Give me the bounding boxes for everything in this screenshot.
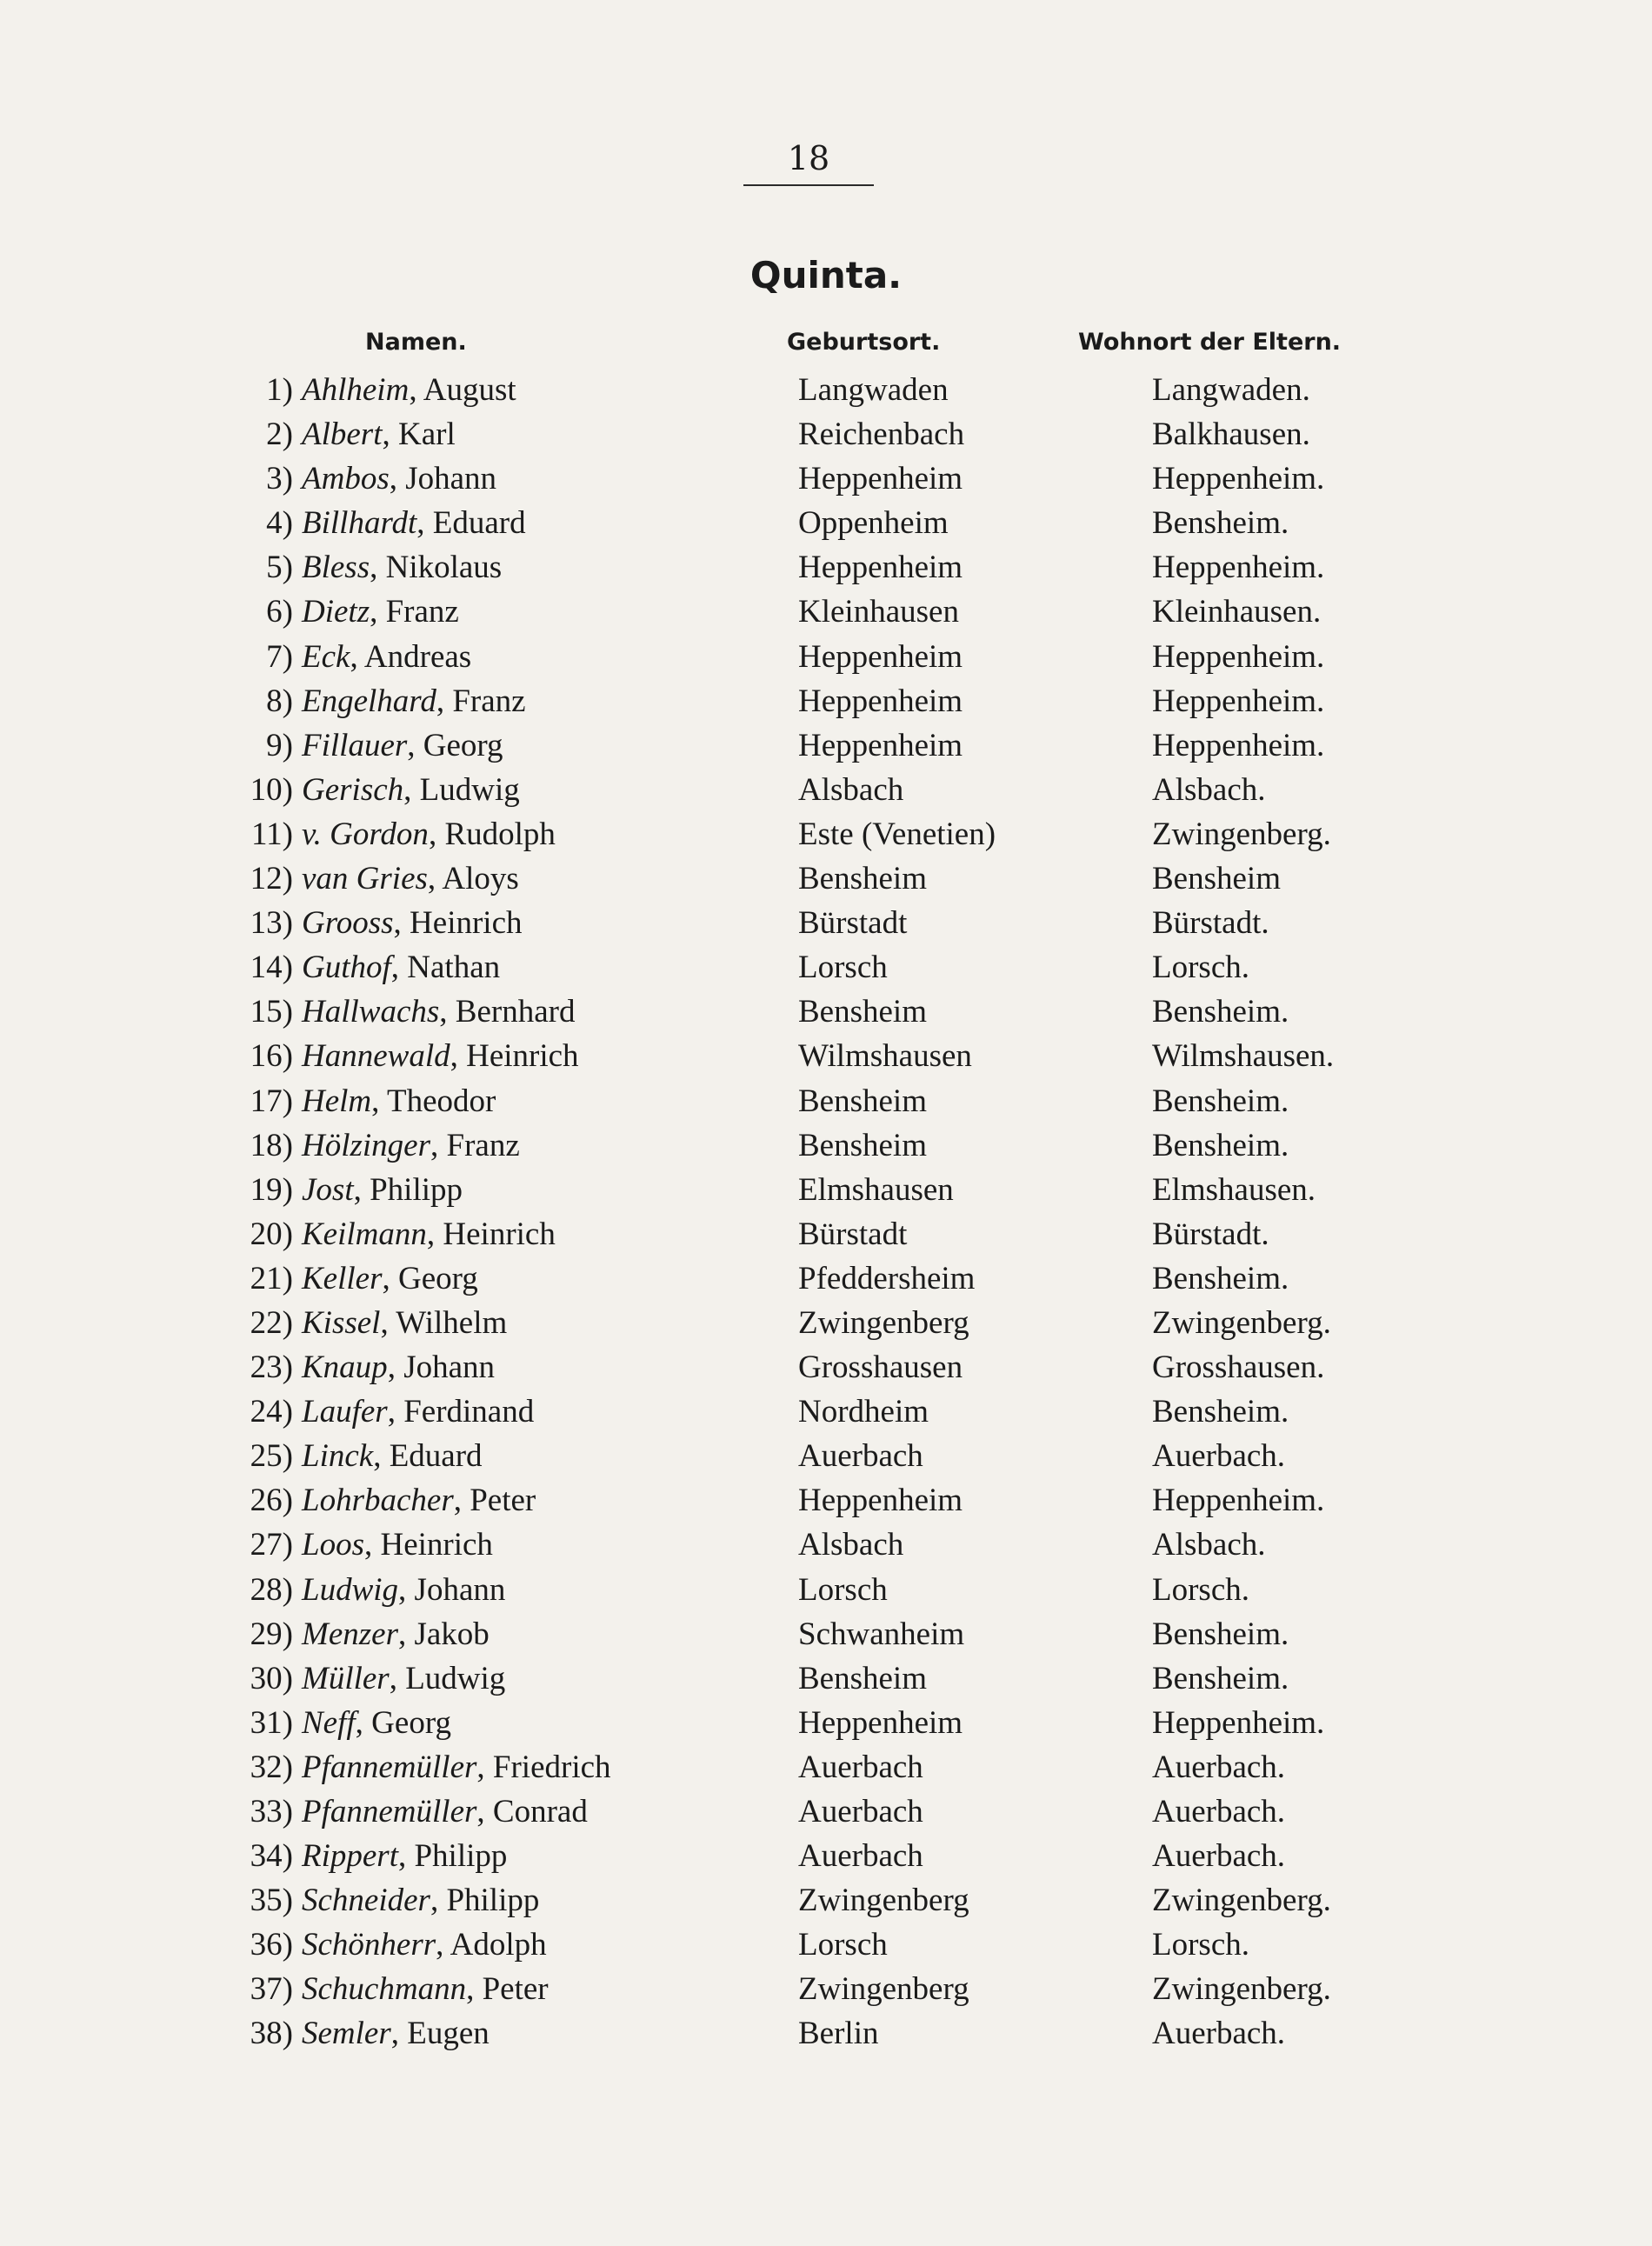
student-parents-residence: Zwingenberg. (1152, 1971, 1331, 2008)
student-given-name: , Bernhard (439, 994, 576, 1030)
student-surname: Guthof (302, 950, 391, 986)
student-number: 33) (250, 1794, 293, 1829)
student-parents-residence: Heppenheim. (1152, 638, 1325, 675)
student-birthplace: Auerbach (798, 1794, 923, 1829)
student-surname: Loos (302, 1527, 364, 1563)
page-number: 18 (787, 139, 830, 177)
student-birthplace: Zwingenberg (798, 1304, 969, 1341)
column-header-birthplace: Geburtsort. (787, 329, 941, 356)
student-birthplace: Schwanheim (798, 1616, 965, 1652)
student-given-name: , Heinrich (363, 1527, 493, 1563)
student-row (0, 1168, 1652, 1212)
student-number: 30) (250, 1660, 293, 1696)
student-given-name: , Philipp (397, 1838, 508, 1875)
student-given-name: , Georg (407, 727, 503, 763)
student-number: 25) (250, 1438, 293, 1475)
student-number: 24) (250, 1394, 293, 1430)
student-birthplace: Wilmshausen (798, 1038, 972, 1075)
student-given-name: , Franz (436, 683, 526, 719)
student-surname: Schönherr (302, 1927, 436, 1963)
student-name (302, 1923, 547, 1967)
student-parents-residence: Auerbach. (1152, 1749, 1286, 1785)
student-birthplace: Este (Venetien) (798, 816, 996, 852)
student-number: 6) (266, 594, 293, 630)
student-number: 31) (250, 1704, 293, 1741)
student-birthplace: Heppenheim (798, 1704, 963, 1741)
student-given-name: , Jakob (397, 1616, 490, 1652)
student-parents-residence: Bensheim. (1152, 994, 1289, 1030)
student-birthplace: Bensheim (798, 994, 927, 1030)
student-surname: Kissel (302, 1304, 381, 1341)
student-surname: Keller (302, 1260, 383, 1296)
student-parents-residence: Balkhausen. (1152, 417, 1310, 453)
student-number: 1) (266, 372, 293, 408)
student-row (0, 1878, 1652, 1923)
student-surname: Albert (302, 417, 383, 453)
student-birthplace: Zwingenberg (798, 1883, 969, 1919)
student-given-name: , August (409, 372, 516, 408)
student-row (0, 1123, 1652, 1168)
student-given-name: , Georg (382, 1260, 478, 1296)
student-number: 13) (250, 905, 293, 942)
student-given-name: , Nikolaus (370, 550, 503, 586)
student-parents-residence: Bensheim. (1152, 505, 1289, 542)
student-row (0, 2011, 1652, 2056)
student-row (0, 368, 1652, 412)
student-row (0, 501, 1652, 545)
student-parents-residence: Auerbach. (1152, 1838, 1286, 1875)
student-name (302, 1523, 493, 1567)
student-name (302, 1878, 539, 1923)
student-given-name: , Franz (370, 594, 459, 630)
student-list (0, 368, 1652, 2056)
student-number: 22) (250, 1304, 293, 1341)
student-name (302, 723, 503, 768)
student-given-name: , Johann (387, 1350, 496, 1386)
student-surname: Ambos (302, 461, 390, 497)
column-header-name: Namen. (365, 329, 467, 356)
student-surname: Pfannemüller (302, 1749, 477, 1785)
student-name (302, 1656, 505, 1701)
student-surname: Laufer (302, 1394, 388, 1430)
student-parents-residence: Wilmshausen. (1152, 1038, 1335, 1075)
student-birthplace: Lorsch (798, 1571, 888, 1608)
student-birthplace: Heppenheim (798, 461, 963, 497)
student-name (302, 1701, 451, 1745)
student-birthplace: Reichenbach (798, 417, 965, 453)
student-name (302, 1478, 536, 1523)
student-birthplace: Langwaden (798, 372, 949, 408)
student-name (302, 945, 500, 990)
column-header-residence: Wohnort der Eltern. (1078, 329, 1342, 356)
student-number: 7) (266, 638, 293, 675)
student-row (0, 1034, 1652, 1078)
student-birthplace: Zwingenberg (798, 1971, 969, 2008)
student-surname: Neff (302, 1704, 356, 1741)
student-given-name: , Andreas (350, 638, 472, 675)
student-birthplace: Auerbach (798, 1838, 923, 1875)
student-surname: Schneider (302, 1883, 430, 1919)
student-name (302, 1789, 588, 1834)
student-row (0, 901, 1652, 945)
student-given-name: , Johann (389, 461, 497, 497)
student-birthplace: Alsbach (798, 771, 904, 808)
student-number: 23) (250, 1350, 293, 1386)
student-given-name: , Franz (430, 1127, 520, 1163)
student-number: 32) (250, 1749, 293, 1785)
student-given-name: , Ludwig (403, 771, 520, 808)
student-parents-residence: Grosshausen. (1152, 1350, 1325, 1386)
student-row (0, 1612, 1652, 1656)
student-number: 19) (250, 1171, 293, 1208)
student-name (302, 635, 471, 679)
student-number: 17) (250, 1083, 293, 1119)
student-parents-residence: Zwingenberg. (1152, 816, 1331, 852)
student-row (0, 1656, 1652, 1701)
student-birthplace: Bensheim (798, 1083, 927, 1119)
student-surname: Fillauer (302, 727, 408, 763)
student-given-name: , Eduard (416, 505, 526, 542)
student-number: 21) (250, 1260, 293, 1296)
section-title: Quinta. (749, 254, 903, 297)
student-name (302, 1079, 496, 1123)
student-birthplace: Heppenheim (798, 1483, 963, 1519)
student-name (302, 1967, 549, 2011)
student-row (0, 990, 1652, 1034)
student-row (0, 1701, 1652, 1745)
student-birthplace: Grosshausen (798, 1350, 963, 1386)
student-parents-residence: Heppenheim. (1152, 683, 1325, 719)
student-number: 34) (250, 1838, 293, 1875)
student-number: 5) (266, 550, 293, 586)
student-surname: Ahlheim (302, 372, 410, 408)
student-surname: Engelhard (302, 683, 436, 719)
student-parents-residence: Kleinhausen. (1152, 594, 1322, 630)
student-row (0, 590, 1652, 634)
student-name (302, 545, 502, 590)
student-given-name: , Eduard (373, 1438, 483, 1475)
student-birthplace: Berlin (798, 2016, 879, 2052)
student-given-name: , Nathan (390, 950, 501, 986)
student-surname: Eck (302, 638, 350, 675)
student-birthplace: Bürstadt (798, 1216, 908, 1252)
student-number: 27) (250, 1527, 293, 1563)
student-row (0, 1256, 1652, 1301)
student-surname: Semler (302, 2016, 391, 2052)
student-number: 14) (250, 950, 293, 986)
student-given-name: , Peter (453, 1483, 536, 1519)
student-birthplace: Bensheim (798, 1660, 927, 1696)
student-given-name: , Johann (398, 1571, 506, 1608)
student-parents-residence: Bensheim. (1152, 1394, 1289, 1430)
student-name (302, 590, 459, 634)
student-row (0, 1745, 1652, 1789)
student-surname: van Gries (302, 861, 428, 897)
student-row (0, 812, 1652, 856)
student-given-name: , Philipp (430, 1883, 540, 1919)
student-parents-residence: Heppenheim. (1152, 1483, 1325, 1519)
student-name (302, 1345, 495, 1390)
student-given-name: , Philipp (353, 1171, 463, 1208)
student-given-name: , Rudolph (428, 816, 556, 852)
student-number: 35) (250, 1883, 293, 1919)
student-name (302, 990, 575, 1034)
student-row (0, 1967, 1652, 2011)
student-name (302, 1168, 463, 1212)
student-given-name: , Heinrich (426, 1216, 556, 1252)
student-row (0, 1345, 1652, 1390)
student-surname: Lohrbacher (302, 1483, 454, 1519)
student-parents-residence: Auerbach. (1152, 2016, 1286, 2052)
student-name (302, 679, 526, 723)
student-name (302, 368, 516, 412)
student-given-name: , Aloys (427, 861, 519, 897)
student-row (0, 1212, 1652, 1256)
student-name (302, 901, 523, 945)
student-number: 9) (266, 727, 293, 763)
student-birthplace: Heppenheim (798, 550, 963, 586)
student-birthplace: Alsbach (798, 1527, 904, 1563)
student-number: 2) (266, 417, 293, 453)
student-birthplace: Heppenheim (798, 727, 963, 763)
student-name (302, 1212, 556, 1256)
student-parents-residence: Bürstadt. (1152, 905, 1269, 942)
student-number: 18) (250, 1127, 293, 1163)
student-birthplace: Heppenheim (798, 638, 963, 675)
student-number: 26) (250, 1483, 293, 1519)
student-given-name: , Ludwig (389, 1660, 506, 1696)
student-parents-residence: Bensheim (1152, 861, 1281, 897)
student-number: 20) (250, 1216, 293, 1252)
student-number: 11) (251, 816, 293, 852)
student-birthplace: Bensheim (798, 1127, 927, 1163)
student-parents-residence: Bürstadt. (1152, 1216, 1269, 1252)
student-birthplace: Lorsch (798, 1927, 888, 1963)
student-row (0, 1923, 1652, 1967)
student-birthplace: Nordheim (798, 1394, 929, 1430)
student-row (0, 679, 1652, 723)
student-surname: Keilmann (302, 1216, 427, 1252)
student-row (0, 1523, 1652, 1567)
student-number: 8) (266, 683, 293, 719)
student-name (302, 1123, 520, 1168)
student-surname: Müller (302, 1660, 390, 1696)
student-row (0, 1434, 1652, 1478)
student-surname: Ludwig (302, 1571, 399, 1608)
student-number: 28) (250, 1571, 293, 1608)
student-row (0, 1079, 1652, 1123)
student-parents-residence: Alsbach. (1152, 1527, 1266, 1563)
student-surname: Knaup (302, 1350, 388, 1386)
student-surname: Pfannemüller (302, 1794, 477, 1829)
student-birthplace: Oppenheim (798, 505, 949, 542)
student-parents-residence: Lorsch. (1152, 1571, 1249, 1608)
student-name (302, 1390, 534, 1434)
student-surname: Helm (302, 1083, 372, 1119)
student-name (302, 501, 526, 545)
student-name (302, 1301, 507, 1345)
student-birthplace: Heppenheim (798, 683, 963, 719)
student-birthplace: Auerbach (798, 1438, 923, 1475)
student-row (0, 1478, 1652, 1523)
student-number: 38) (250, 2016, 293, 2052)
student-name (302, 856, 519, 901)
student-parents-residence: Bensheim. (1152, 1127, 1289, 1163)
student-surname: Dietz (302, 594, 370, 630)
student-name (302, 812, 556, 856)
student-parents-residence: Auerbach. (1152, 1438, 1286, 1475)
student-surname: Hölzinger (302, 1127, 430, 1163)
student-name (302, 1434, 483, 1478)
student-given-name: , Friedrich (476, 1749, 611, 1785)
student-parents-residence: Elmshausen. (1152, 1171, 1316, 1208)
student-name (302, 457, 496, 501)
student-name (302, 412, 456, 457)
student-birthplace: Pfeddersheim (798, 1260, 976, 1296)
student-row (0, 635, 1652, 679)
student-parents-residence: Auerbach. (1152, 1794, 1286, 1829)
student-given-name: , Conrad (476, 1794, 588, 1829)
student-parents-residence: Bensheim. (1152, 1083, 1289, 1119)
student-given-name: , Heinrich (450, 1038, 579, 1075)
student-parents-residence: Langwaden. (1152, 372, 1310, 408)
student-parents-residence: Alsbach. (1152, 771, 1266, 808)
student-given-name: , Georg (355, 1704, 451, 1741)
student-name (302, 1834, 507, 1878)
student-given-name: , Heinrich (393, 905, 523, 942)
student-parents-residence: Heppenheim. (1152, 550, 1325, 586)
student-parents-residence: Heppenheim. (1152, 727, 1325, 763)
student-row (0, 1834, 1652, 1878)
student-parents-residence: Lorsch. (1152, 1927, 1249, 1963)
student-birthplace: Elmshausen (798, 1171, 954, 1208)
student-name (302, 768, 520, 812)
student-number: 3) (266, 461, 293, 497)
student-birthplace: Kleinhausen (798, 594, 959, 630)
student-row (0, 768, 1652, 812)
student-surname: Linck (302, 1438, 374, 1475)
student-number: 12) (250, 861, 293, 897)
student-name (302, 1034, 579, 1078)
student-number: 16) (250, 1038, 293, 1075)
student-surname: Gerisch (302, 771, 404, 808)
student-given-name: , Wilhelm (380, 1304, 508, 1341)
student-number: 4) (266, 505, 293, 542)
student-row (0, 545, 1652, 590)
student-surname: Billhardt (302, 505, 417, 542)
student-birthplace: Bensheim (798, 861, 927, 897)
student-given-name: , Peter (466, 1971, 549, 2008)
student-parents-residence: Bensheim. (1152, 1260, 1289, 1296)
student-row (0, 1301, 1652, 1345)
student-row (0, 412, 1652, 457)
student-parents-residence: Zwingenberg. (1152, 1304, 1331, 1341)
student-given-name: , Eugen (390, 2016, 490, 2052)
student-parents-residence: Bensheim. (1152, 1660, 1289, 1696)
student-surname: Schuchmann (302, 1971, 467, 2008)
student-birthplace: Auerbach (798, 1749, 923, 1785)
student-parents-residence: Bensheim. (1152, 1616, 1289, 1652)
student-name (302, 1612, 490, 1656)
student-given-name: , Theodor (371, 1083, 496, 1119)
student-surname: Grooss (302, 905, 394, 942)
student-surname: Hannewald (302, 1038, 450, 1075)
student-given-name: , Adolph (436, 1927, 547, 1963)
student-given-name: , Karl (382, 417, 456, 453)
student-number: 15) (250, 994, 293, 1030)
student-surname: Hallwachs (302, 994, 440, 1030)
student-name (302, 2011, 490, 2056)
student-surname: Rippert (302, 1838, 398, 1875)
student-parents-residence: Zwingenberg. (1152, 1883, 1331, 1919)
student-given-name: , Ferdinand (387, 1394, 535, 1430)
student-row (0, 1568, 1652, 1612)
student-surname: v. Gordon (302, 816, 429, 852)
student-birthplace: Lorsch (798, 950, 888, 986)
student-number: 10) (250, 771, 293, 808)
student-number: 36) (250, 1927, 293, 1963)
student-parents-residence: Heppenheim. (1152, 1704, 1325, 1741)
student-row (0, 1390, 1652, 1434)
student-number: 37) (250, 1971, 293, 2008)
student-row (0, 457, 1652, 501)
student-row (0, 945, 1652, 990)
student-row (0, 1789, 1652, 1834)
student-row (0, 723, 1652, 768)
student-row (0, 856, 1652, 901)
student-parents-residence: Lorsch. (1152, 950, 1249, 986)
student-parents-residence: Heppenheim. (1152, 461, 1325, 497)
student-surname: Jost (302, 1171, 354, 1208)
student-number: 29) (250, 1616, 293, 1652)
student-birthplace: Bürstadt (798, 905, 908, 942)
page-number-rule (743, 184, 874, 186)
student-surname: Menzer (302, 1616, 398, 1652)
student-name (302, 1568, 505, 1612)
student-name (302, 1256, 478, 1301)
student-name (302, 1745, 611, 1789)
student-surname: Bless (302, 550, 370, 586)
